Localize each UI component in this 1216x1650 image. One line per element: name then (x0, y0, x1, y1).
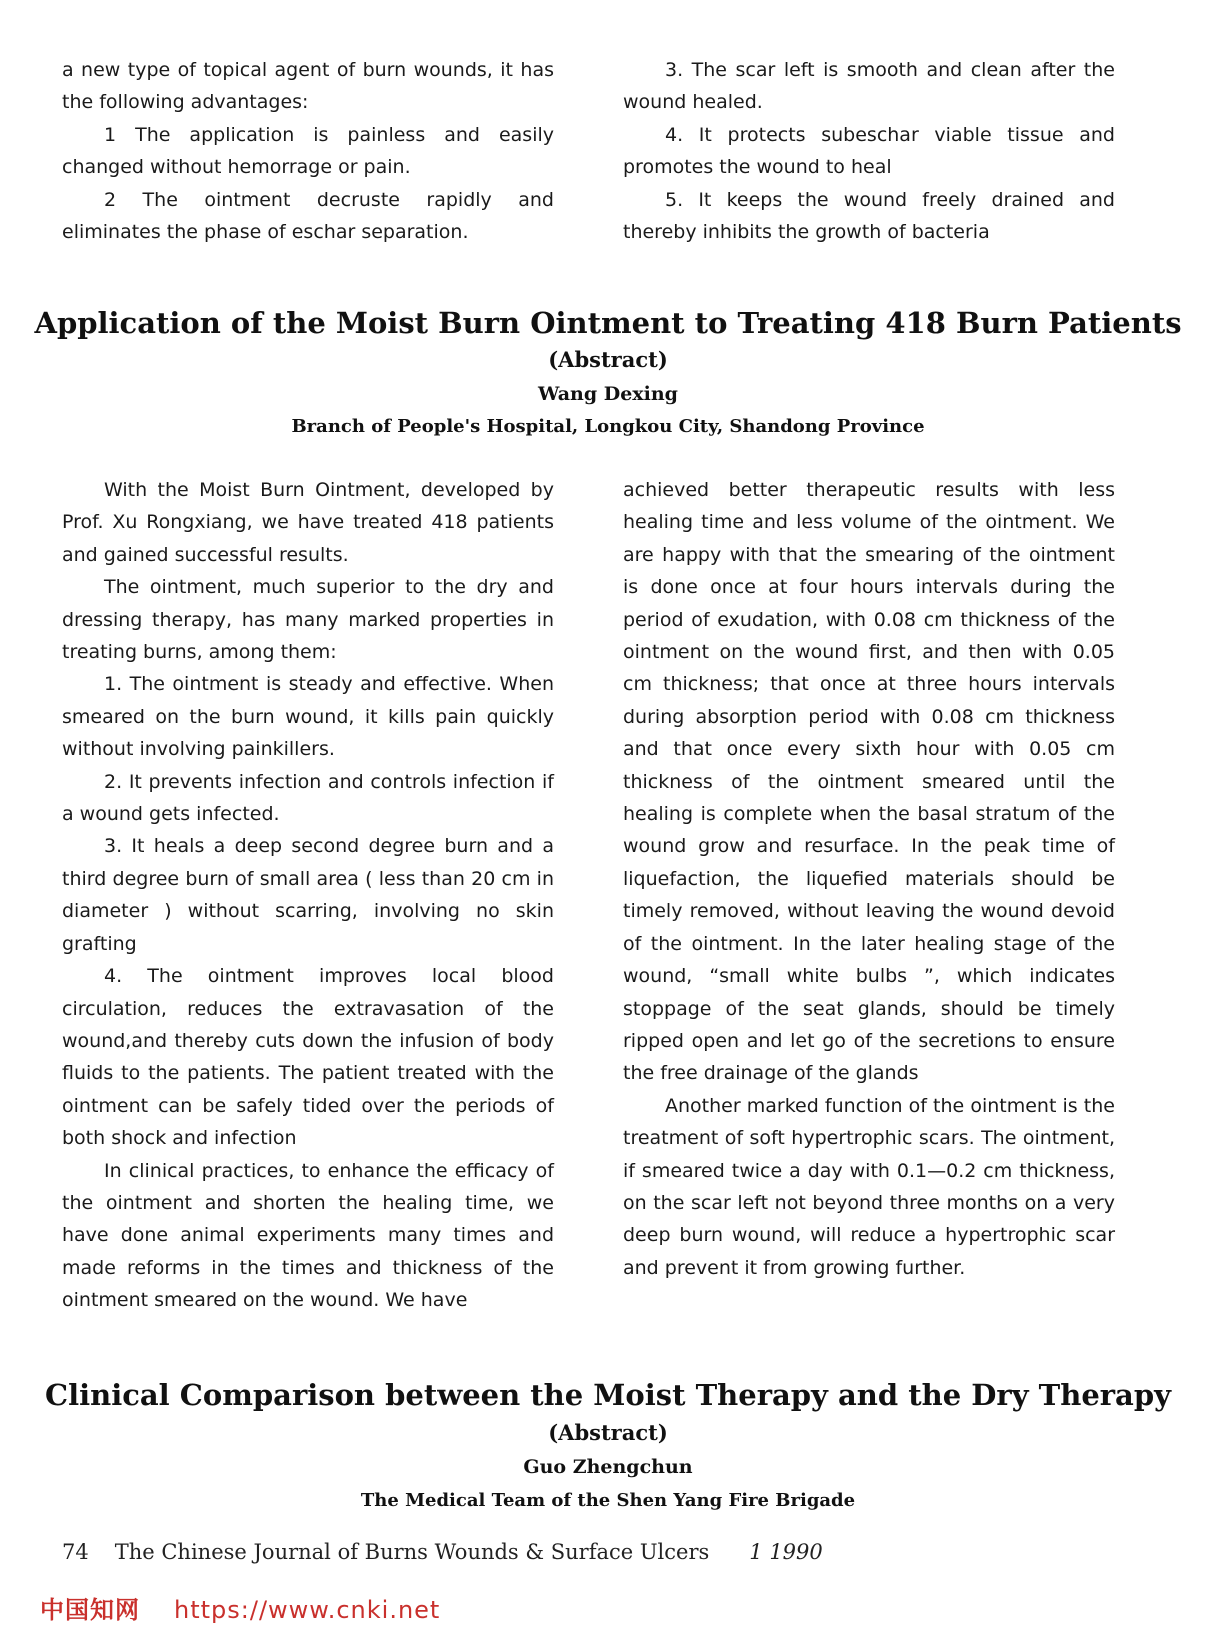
article2-title: Clinical Comparison between the Moist Therapy and the Dry Therapy (45, 1378, 1171, 1412)
paragraph: 4. It protects subeschar viable tissue and promotes the wound to heal (623, 123, 1115, 179)
journal-issue: 1 1990 (749, 1540, 823, 1564)
page-footer (62, 1540, 823, 1564)
article1-subtitle: (Abstract) (548, 347, 668, 372)
article2-affiliation: The Medical Team of the Shen Yang Fire Brigade (360, 1490, 856, 1511)
paragraph: 2. It prevents infection and controls infection if a wound gets infected. (62, 770, 554, 826)
paragraph: The ointment, much superior to the dry and dressing therapy, has many marked properties in treating burns, among them: (62, 576, 554, 664)
paragraph: 4. The ointment improves local blood circulation, reduces the extravasation of the wound,and thereby cuts down the infusion of body fluids to the patients. The patient treated with the ointment can be safely tided over the periods of both shock and infection (62, 965, 554, 1150)
paragraph: 2 The ointment decruste rapidly and eliminates the phase of eschar separation. (62, 188, 554, 244)
paragraph: achieved better therapeutic results with less healing time and less volume of the ointment. We are happy with that the smearing of the ointment is done once at four hours intervals during the period of exudation, with 0.08 cm thickness of the ointment on the wound first, and then with 0.05 cm thickness; that once at three hours intervals during absorption period with 0.08 cm thickness and that once every sixth hour with 0.05 cm thickness of the ointment smeared until the healing is complete when the basal stratum of the wound grow and resurface. In the peak time of liquefaction, the liquefied materials should be timely removed, without leaving the wound devoid of the ointment. In the later healing stage of the wound, “small white bulbs ”, which indicates stoppage of the seat glands, should be timely ripped open and let go of the secretions to ensure the free drainage of the glands (623, 479, 1115, 1085)
article1-affiliation: Branch of People's Hospital, Longkou City, Shandong Province (291, 416, 925, 437)
paragraph: With the Moist Burn Ointment, developed by Prof. Xu Rongxiang, we have treated 418 patients and gained successful results. (62, 479, 554, 566)
watermark-brand: 中国知网 (40, 1596, 140, 1624)
journal-name: The Chinese Journal of Burns Wounds & Surface Ulcers (114, 1540, 710, 1564)
watermark-url: https://www.cnki.net (174, 1596, 441, 1624)
top-left-column (62, 54, 554, 248)
article1-title: Application of the Moist Burn Ointment to Treating 418 Burn Patients (34, 306, 1182, 340)
paragraph: 3. It heals a deep second degree burn and a third degree burn of small area ( less than 20 cm in diameter ) without scarring, involving no skin grafting (62, 835, 554, 955)
paragraph: 1. The ointment is steady and effective. When smeared on the burn wound, it kills pain quickly without involving painkillers. (62, 673, 554, 761)
article2-author: Guo Zhengchun (523, 1456, 693, 1478)
article2-subtitle: (Abstract) (548, 1420, 668, 1445)
paragraph: Another marked function of the ointment is the treatment of soft hypertrophic scars. The ointment, if smeared twice a day with 0.1—0.2 cm thickness, on the scar left not beyond three months on a very deep burn wound, will reduce a hypertrophic scar and prevent it from growing further. (623, 1094, 1115, 1279)
paragraph: 1 The application is painless and easily changed without hemorrage or pain. (62, 123, 554, 179)
paragraph: a new type of topical agent of burn wounds, it has the following advantages: (62, 59, 554, 114)
paragraph: 5. It keeps the wound freely drained and thereby inhibits the growth of bacteria (623, 188, 1115, 244)
article1-right-column (623, 474, 1115, 1284)
paragraph: In clinical practices, to enhance the efficacy of the ointment and shorten the healing time, we have done animal experiments many times and made reforms in the times and thickness of the ointment smeared on the wound. We have (62, 1159, 554, 1312)
article1-author: Wang Dexing (538, 383, 678, 405)
cnki-watermark (40, 1590, 440, 1625)
page-number: 74 (62, 1540, 89, 1564)
top-right-column (623, 54, 1115, 248)
paragraph: 3. The scar left is smooth and clean after the wound healed. (623, 59, 1115, 114)
article1-left-column (62, 474, 554, 1317)
